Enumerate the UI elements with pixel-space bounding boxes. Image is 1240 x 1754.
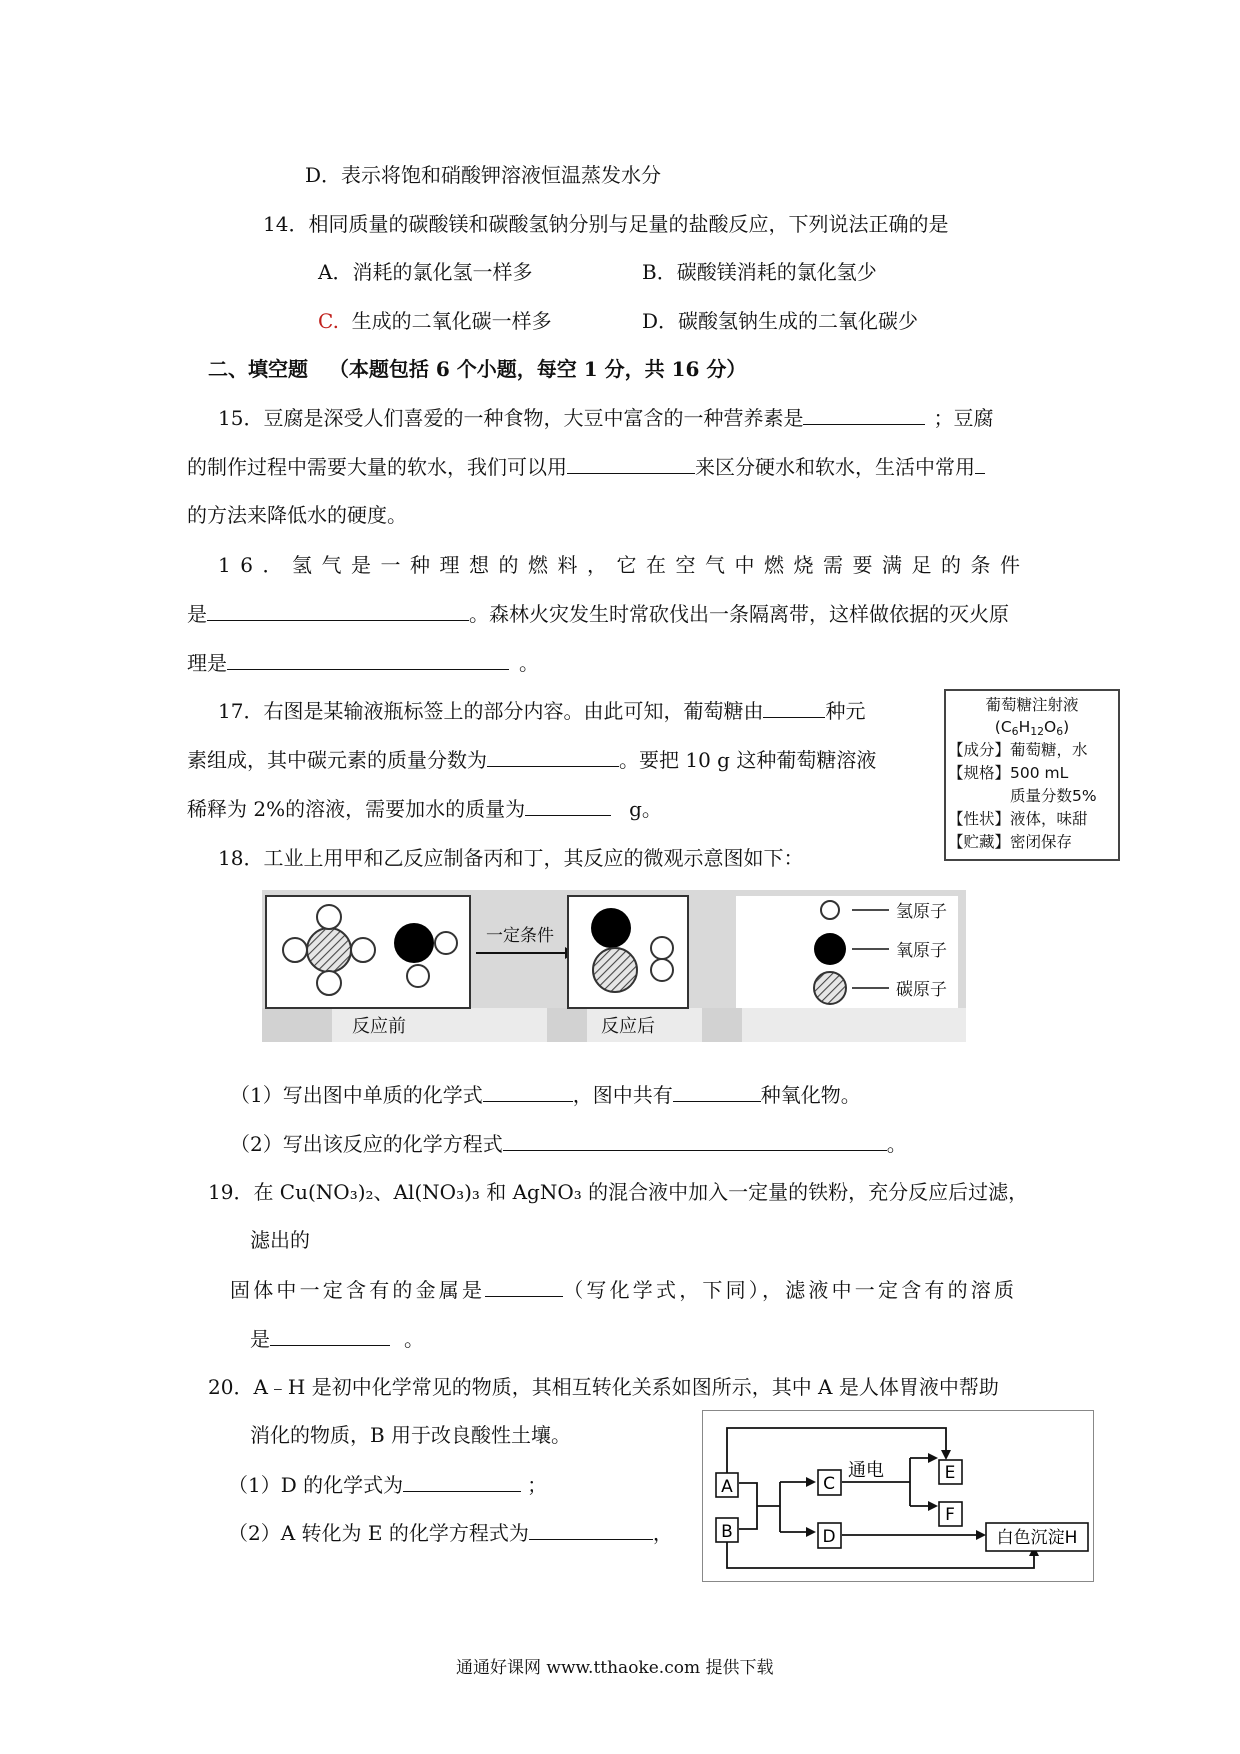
q16-line2-head: 是 (187, 602, 207, 626)
q17-line3-text: 稀释为 2%的溶液，需要加水的质量为 (187, 797, 526, 821)
q15-line1-tail: ；豆腐 (933, 406, 994, 430)
section2-title: 二、填空题 (208, 357, 308, 381)
q19-line4 (250, 1325, 424, 1352)
hydrogen-atom (351, 938, 375, 962)
infusion-label-ingredient: 【成分】葡萄糖，水 (948, 741, 1088, 759)
q18-blank-2[interactable] (673, 1081, 761, 1102)
footer-shade-right (702, 1008, 742, 1042)
q20-part1-text: （1）D 的化学式为 (228, 1473, 404, 1497)
q16-line3-head: 理是 (187, 651, 227, 675)
q16-line2 (187, 600, 1009, 627)
q19-line2: 滤出的 (250, 1228, 310, 1252)
formula-o: O (1044, 718, 1057, 736)
q20-blank-1[interactable] (403, 1471, 521, 1492)
q20-part2-text: （2）A 转化为 E 的化学方程式为 (228, 1521, 529, 1545)
hydrogen-atom (435, 932, 457, 954)
q17-line2-text: 素组成，其中碳元素的质量分数为 (187, 748, 487, 772)
q19-line3-text: 固体中一定含有的金属是 (230, 1278, 486, 1302)
reaction-micro-diagram (262, 890, 966, 1042)
hydrogen-atom (407, 965, 429, 987)
q20-part2 (228, 1519, 673, 1546)
before-caption: 反应前 (352, 1016, 406, 1037)
q13-option-d: D．表示将饱和硝酸钾溶液恒温蒸发水分 (305, 163, 662, 187)
q15-line3: 的方法来降低水的硬度。 (187, 503, 407, 527)
node-d-label: D (822, 1527, 836, 1547)
formula-o-sub: 6 (1056, 725, 1064, 738)
q18-stem: 18．工业上用甲和乙反应制备丙和丁，其反应的微观示意图如下： (218, 846, 804, 870)
node-b-label: B (721, 1522, 733, 1542)
q15-blank-1[interactable] (803, 404, 925, 425)
q18-part1-mid: ，图中共有 (572, 1083, 673, 1107)
q14-option-a: A．消耗的氯化氢一样多 (318, 260, 533, 284)
after-caption: 反应后 (601, 1016, 655, 1037)
q16-line2-tail: 。森林火灾发生时常砍伐出一条隔离带，这样做依据的灭火原 (469, 602, 1009, 626)
infusion-label-formula: $(C_6H_{12}O_6)$ (994, 718, 1070, 738)
q18-part1-text: （1）写出图中单质的化学式 (230, 1083, 483, 1107)
infusion-label-title: 葡萄糖注射液 (985, 696, 1079, 714)
q14-option-c-text: 生成的二氧化碳一样多 (351, 309, 552, 333)
infusion-label-spec: 【规格】500 mL (948, 764, 1069, 782)
q18-part1-tail: 种氧化物。 (760, 1083, 861, 1107)
q18-part2 (230, 1130, 907, 1157)
q16-blank-2[interactable] (227, 649, 509, 670)
page-footer: 通通好课网 www.tthaoke.com 提供下载 (456, 1658, 774, 1678)
q19-line1: 19．在 Cu(NO₃)₂、Al(NO₃)₃ 和 AgNO₃ 的混合液中加入一定量的铁粉，充分反应后过滤， (208, 1180, 1029, 1204)
q18-part2-text: （2）写出该反应的化学方程式 (230, 1132, 503, 1156)
legend-oxygen-symbol (814, 933, 846, 965)
q16-line3 (187, 649, 539, 676)
node-f-label: F (945, 1505, 955, 1525)
q18-part1 (230, 1081, 861, 1108)
legend-carbon-symbol (814, 972, 846, 1004)
electrolysis-label: 通电 (848, 1460, 884, 1481)
hydrogen-atom (651, 959, 673, 981)
q20-line1: 20．A﹣H 是初中化学常见的物质，其相互转化关系如图所示，其中 A 是人体胃液中帮助 (208, 1375, 999, 1399)
q14-option-d: D．碳酸氢钠生成的二氧化碳少 (642, 309, 919, 333)
carbon-atom (307, 928, 351, 972)
q15-line1-text: 15．豆腐是深受人们喜爱的一种食物，大豆中富含的一种营养素是 (218, 406, 804, 430)
q17-line1-tail: 种元 (825, 699, 866, 723)
section2-heading (208, 356, 746, 382)
formula-h: H (1018, 718, 1031, 736)
formula-h-sub: 12 (1030, 725, 1045, 738)
q15-line2 (187, 453, 985, 480)
q14-stem: 14．相同质量的碳酸镁和碳酸氢钠分别与足量的盐酸反应，下列说法正确的是 (263, 212, 949, 236)
hydrogen-atom (317, 971, 341, 995)
carbon-atom (593, 948, 637, 992)
q19-line3-tail: （写化学式，下同），滤液中一定含有的溶质 (563, 1278, 1018, 1302)
oxygen-atom (394, 923, 434, 963)
q18-blank-1[interactable] (483, 1081, 573, 1102)
q14-option-c (318, 308, 552, 334)
legend-oxygen-label: 氧原子 (896, 941, 947, 961)
q20-part1-tail: ； (527, 1473, 548, 1497)
infusion-label-property: 【性状】液体，味甜 (948, 810, 1088, 828)
q20-part2-tail: ， (652, 1521, 673, 1545)
node-h-label: 白色沉淀H (996, 1528, 1078, 1548)
q14-option-b: B．碳酸镁消耗的氯化氢少 (642, 260, 877, 284)
q17-line3-tail: g。 (629, 797, 662, 821)
footer-shade-mid (547, 1008, 587, 1042)
reaction-condition: 一定条件 (486, 926, 554, 946)
footer-shade-left (262, 1008, 332, 1042)
section2-note: （本题包括 6 个小题，每空 1 分，共 16 分） (328, 357, 747, 381)
q19-line4-tail: 。 (404, 1327, 424, 1351)
q18-blank-3[interactable] (503, 1130, 887, 1151)
formula-c: C (1000, 718, 1012, 736)
q17-blank-3[interactable] (525, 795, 611, 816)
q14-option-c-letter: C. (318, 309, 339, 333)
transformation-diagram (702, 1410, 1094, 1582)
transformation-diagram-frame (702, 1410, 1094, 1582)
q19-line4-head: 是 (250, 1327, 270, 1351)
node-c-label: C (823, 1474, 835, 1494)
q15-blank-2[interactable] (567, 453, 695, 474)
q17-line2 (187, 746, 876, 773)
q15-line2-tail: 来区分硬水和软水，生活中常用 (695, 455, 975, 479)
q19-blank-2[interactable] (270, 1325, 390, 1346)
q19-blank-1[interactable] (485, 1276, 563, 1297)
hydrogen-atom (651, 937, 673, 959)
legend-hydrogen-symbol (821, 901, 839, 919)
legend-carbon-label: 碳原子 (896, 980, 947, 1000)
hydrogen-atom (317, 905, 341, 929)
q20-blank-2[interactable] (529, 1519, 653, 1540)
node-a-label: A (721, 1477, 733, 1497)
q17-blank-1[interactable] (763, 697, 825, 718)
q19-line3 (230, 1276, 1017, 1303)
q20-part1 (228, 1471, 547, 1498)
node-e-label: E (944, 1463, 956, 1483)
q17-line1-text: 17．右图是某输液瓶标签上的部分内容。由此可知，葡萄糖由 (218, 699, 764, 723)
infusion-label (944, 689, 1120, 861)
q17-line3 (187, 795, 662, 822)
q18-part2-tail: 。 (886, 1132, 907, 1156)
q16-line1: 16．氢气是一种理想的燃料，它在空气中燃烧需要满足的条件 (218, 553, 1030, 577)
q16-line3-tail: 。 (519, 651, 539, 675)
q20-line2: 消化的物质，B 用于改良酸性土壤。 (250, 1423, 572, 1447)
legend-hydrogen-label: 氢原子 (896, 902, 947, 922)
infusion-label-storage: 【贮藏】密闭保存 (948, 833, 1073, 851)
infusion-label-fraction: 质量分数5% (1010, 787, 1097, 805)
q17-line2-tail: 。要把 10 g 这种葡萄糖溶液 (619, 748, 877, 772)
q16-blank-1[interactable] (207, 600, 469, 621)
oxygen-atom (591, 908, 631, 948)
q15-blank-3[interactable] (975, 453, 985, 474)
q15-line1 (218, 404, 993, 431)
q15-line2-text: 的制作过程中需要大量的软水，我们可以用 (187, 455, 567, 479)
q17-blank-2[interactable] (487, 746, 619, 767)
q17-line1 (218, 697, 865, 724)
hydrogen-atom (283, 938, 307, 962)
formula-c-sub: 6 (1011, 725, 1019, 738)
